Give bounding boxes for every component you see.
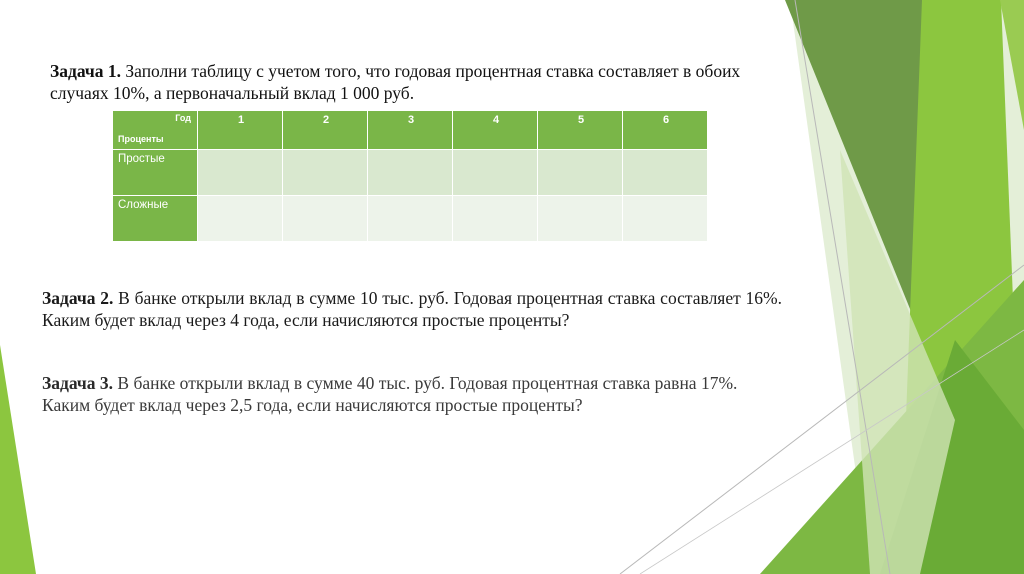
table-header-row — [113, 111, 708, 150]
table-cell — [538, 196, 623, 242]
task-2 — [42, 287, 782, 331]
table-cell — [198, 150, 283, 196]
task-3-text: В банке открыли вклад в сумме 40 тыс. руб. Годовая процентная ставка равна 17%. Каким будет вклад через 2,5 года, если начисляются простые проценты? — [42, 373, 738, 415]
year-header-3: 3 — [368, 111, 453, 150]
task-1 — [50, 60, 770, 104]
table-cell — [453, 150, 538, 196]
table-cell — [283, 196, 368, 242]
table-row-compound — [113, 196, 708, 242]
year-header-5: 5 — [538, 111, 623, 150]
table-cell — [453, 196, 538, 242]
row-label-compound: Сложные — [113, 196, 198, 242]
corner-interest-label: Проценты — [118, 134, 164, 144]
table-cell — [368, 150, 453, 196]
year-header-2: 2 — [283, 111, 368, 150]
table-cell — [538, 150, 623, 196]
corner-year-label: Год — [175, 113, 191, 123]
interest-table — [112, 110, 708, 242]
year-header-4: 4 — [453, 111, 538, 150]
table-cell — [198, 196, 283, 242]
task-2-text: В банке открыли вклад в сумме 10 тыс. руб. Годовая процентная ставка составляет 16%. Каким будет вклад через 4 года, если начисляются простые проценты? — [42, 288, 782, 330]
table-cell — [283, 150, 368, 196]
task-1-label: Задача 1. — [50, 61, 122, 81]
table-corner-cell — [113, 111, 198, 150]
table-cell — [623, 196, 708, 242]
task-3 — [42, 372, 782, 416]
task-2-label: Задача 2. — [42, 288, 114, 308]
task-1-text: Заполни таблицу с учетом того, что годовая процентная ставка составляет в обоих случаях 10%, а первоначальный вклад 1 000 руб. — [50, 61, 741, 103]
table-row-simple — [113, 150, 708, 196]
year-header-1: 1 — [198, 111, 283, 150]
row-label-simple: Простые — [113, 150, 198, 196]
table-cell — [368, 196, 453, 242]
task-3-label: Задача 3. — [42, 373, 114, 393]
left-green-triangle — [0, 345, 36, 574]
table-cell — [623, 150, 708, 196]
year-header-6: 6 — [623, 111, 708, 150]
